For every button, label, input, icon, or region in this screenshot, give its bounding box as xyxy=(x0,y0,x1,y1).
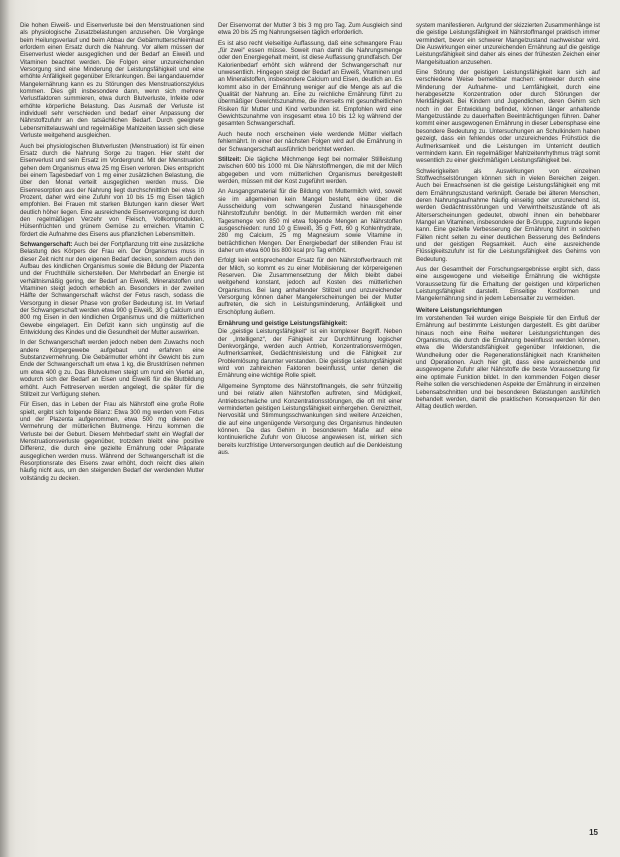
paragraph-text: Im vorstehenden Teil wurden einige Beispiele für den Einfluß der Ernährung auf bestimmte Leistungen dargestellt. Es gibt darüber hinaus noch eine Reihe weiterer Leistungsrichtungen des Organismus, die durch die Ernährung beeinflusst werden können, etwa die Widerstandsfähigkeit gegenüber Infektionen, die Wundheilung oder die Regenerationsfähigkeit nach Krankheiten und Operationen. Auch hier gilt, dass eine ausreichende und ausgewogene Zufuhr aller Nährstoffe die beste Voraussetzung für eine optimale Funktion bildet. In den kommenden Folgen dieser Reihe sollen die verschiedenen Aspekte der Ernährung in einzelnen Lebensabschnitten und bei besonderen Belastungen ausführlich behandelt werden, damit die praktischen Konsequenzen für den Alltag deutlich werden. xyxy=(416,315,600,411)
page-gutter-shadow xyxy=(0,0,10,857)
paragraph-text: system manifestieren. Aufgrund der skizzierten Zusammenhänge ist die geistige Leistungsfähigkeit im Nährstoffmangel praktisch immer vermindert, bevor ein schwerer Mangelzustand nachweisbar wird. Die Auswirkungen einer unzureichenden Ernährung auf die geistige Leistungsfähigkeit sind daher als eines der frühesten Zeichen einer Mangelsituation anzusehen. xyxy=(416,22,600,66)
paragraph xyxy=(20,22,204,140)
paragraph-lead: Schwangerschaft: xyxy=(20,240,73,248)
paragraph xyxy=(20,401,204,482)
paragraph xyxy=(20,143,204,238)
section-heading: Ernährung und geistige Leistungsfähigkeit: xyxy=(218,320,348,328)
paragraph xyxy=(218,22,402,37)
paragraph-text: An Ausgangsmaterial für die Bildung von Muttermilch wird, soweit sie im allgemeinen kein Mangel besteht, eine über die Ausscheidung vom schwangeren Zustand hinausgehende Nährstoffzufuhr benötigt. In der Muttermilch werden mit einer Tagesmenge von 850 ml etwa folgende Mengen an Nährstoffen ausgeschieden: rund 10 g Eiweiß, 35 g Fett, 60 g Kohlenhydrate, 280 mg Calcium, 25 mg Magnesium sowie Vitamine in beträchtlichen Mengen. Der Energiebedarf der stillenden Frau ist daher um etwa 600 bis 800 kcal pro Tag erhöht. xyxy=(218,188,402,254)
paragraph-text: Aus der Gesamtheit der Forschungsergebnisse ergibt sich, dass eine ausgewogene und vielseitige Ernährung die wichtigste Voraussetzung für die Erhaltung der geistigen und körperlichen Leistungsfähigkeit darstellt. Einseitige Kostformen und Mangelernährung sind in jedem Lebensalter zu vermeiden. xyxy=(416,266,600,303)
page-number: 15 xyxy=(589,828,598,837)
paragraph-text: Auch bei der Fortpflanzung tritt eine zusätzliche Belastung des Körpers der Frau ein. Der Organismus muss in dieser Zeit nicht nur den eigenen Bedarf decken, sondern auch den Aufbau des kindlichen Organismus sowie die Bildung der Plazenta und der Fruchthülle sicherstellen. Der Mehrbedarf an Energie ist verhältnismäßig gering, der Bedarf an Eiweiß, Mineralstoffen und Vitaminen steigt jedoch erheblich an. Besonders in der zweiten Hälfte der Schwangerschaft wächst der Fetus rasch, sodass die Versorgung in dieser Phase von großer Bedeutung ist. Im Verlauf der Schwangerschaft werden etwa 900 g Eiweiß, 30 g Calcium und 800 mg Eisen in den kindlichen Organismus und die mütterlichen Gewebe eingelagert. Ein Defizit kann sich ungünstig auf die Entwicklung des Kindes und die Gesundheit der Mutter auswirken. xyxy=(20,240,204,337)
paragraph-text: Der Eisenvorrat der Mutter 3 bis 3 mg pro Tag. Zum Ausgleich sind etwa 20 bis 25 mg Nahrungseisen täglich erforderlich. xyxy=(218,22,402,37)
paragraph xyxy=(218,257,402,316)
paragraph-text: Auch heute noch erscheinen viele werdende Mütter vielfach fehlernährt. In einer der nächsten Folgen wird auf die Ernährung in der Schwangerschaft ausführlich berichtet werden. xyxy=(218,130,402,153)
paragraph-text: Die „geistige Leistungsfähigkeit“ ist ein komplexer Begriff. Neben der „Intelligenz“, der Fähigkeit zur Durchführung logischer Denkvorgänge, werden auch Antrieb, Konzentrationsvermögen, Aufmerksamkeit, Gedächtnisleistung und die Fähigkeit zur Problemlösung darunter verstanden. Die geistige Leistungsfähigkeit wird von zahlreichen Faktoren beeinflusst, unter denen die Ernährung eine wichtige Rolle spielt. xyxy=(218,328,402,380)
paragraph xyxy=(416,168,600,263)
paragraph-text: Eine Störung der geistigen Leistungsfähigkeit kann sich auf verschiedene Weise bemerkbar machen: entweder durch eine Minderung der Aufnahme- und Lernfähigkeit, durch eine herabgesetzte Konzentration oder durch Störungen der Merkfähigkeit. Bei Kindern und Jugendlichen, deren Gehirn sich noch in der Entwicklung befindet, können länger anhaltende Mangelzustände zu dauerhaften Beeinträchtigungen führen. Daher kommt einer ausgewogenen Ernährung in dieser Lebensphase eine besondere Bedeutung zu. Untersuchungen an Schulkindern haben gezeigt, dass ein fehlendes oder unzureichendes Frühstück die Aufmerksamkeit und die Leistungen im Unterricht deutlich vermindern kann. Ein regelmäßiger Mahlzeitenrhythmus trägt somit wesentlich zu einer gleichmäßigen Leistungsfähigkeit bei. xyxy=(416,69,600,165)
paragraph-text: Die tägliche Milchmenge liegt bei normaler Stillleistung zwischen 600 bis 1000 ml. Die Nährstoffmengen, die mit der Milch abgegeben und vom mütterlichen Organismus bereitgestellt werden, müssen mit der Kost zugeführt werden. xyxy=(218,155,402,185)
paragraph-text: Die hohen Eiweiß- und Eisenverluste bei den Menstruationen sind als physiologische Zusatzbelastungen anzusehen. Die Vorgänge beim Heilungsverlauf und beim Abbau der Gebärmutterschleimhaut erfordern einen Ersatz durch die Nahrung. Vor allem müssen der Eisenverlust wieder ausgeglichen und der Bedarf an Eiweiß und Vitaminen beachtet werden. Die Folgen einer unzureichenden Versorgung sind eine Minderung der Leistungsfähigkeit und eine erhöhte Anfälligkeit gegenüber Erkrankungen. Bei langandauernder Mangelernährung kann es zu Störungen des Menstruationszyklus kommen. Dies gilt insbesondere dann, wenn sich mehrere Verlustfaktoren summieren, etwa durch Blutverluste, Infekte oder erhöhte körperliche Belastung. Das Ausmaß der Verluste ist individuell sehr verschieden und bedarf einer Anpassung der Nährstoffzufuhr an den tatsächlichen Bedarf. Durch geeignete Lebensmittelauswahl und regelmäßige Mahlzeiten lassen sich diese Verluste weitgehend ausgleichen. xyxy=(20,22,204,140)
paragraph-text: Auch bei physiologischen Blutverlusten (Menstruation) ist für einen Ersatz durch die Nahrung Sorge zu tragen. Hier steht der Eisenverlust und sein Ersatz im Vordergrund. Mit der Menstruation gehen dem Organismus etwa 25 mg Eisen verloren. Dies entspricht bei einem Tagesbedarf von 1 mg einer zusätzlichen Belastung, die über den Monat verteilt ausgeglichen werden muss. Die Eisenresorption aus der Nahrung liegt durchschnittlich bei etwa 10 Prozent, daher wird eine Zufuhr von 10 bis 15 mg Eisen täglich empfohlen. Bei Frauen mit starken Blutungen kann dieser Wert deutlich höher liegen. Eine ausreichende Eisenversorgung ist durch den regelmäßigen Verzehr von Fleisch, Vollkornprodukten, Hülsenfrüchten und grünem Gemüse zu erreichen. Vitamin C fördert die Aufnahme des Eisens aus pflanzlichen Lebensmitteln. xyxy=(20,142,204,238)
paragraph xyxy=(218,40,402,128)
paragraph xyxy=(416,69,600,164)
paragraph xyxy=(218,131,402,153)
paragraph-text: Erfolgt kein entsprechender Ersatz für den Nährstoffverbrauch mit der Milch, so kommt es zu einer Mobilisierung der körpereigenen Reserven. Die Zusammensetzung der Milch bleibt dabei weitgehend konstant, jedoch auf Kosten des mütterlichen Organismus. Bei lang anhaltender Stillzeit und unzureichender Versorgung können daher Mangelerscheinungen bei der Mutter auftreten, die sich in Leistungsminderung, Anfälligkeit und Erschöpfung äußern. xyxy=(218,257,402,316)
paragraph xyxy=(218,328,402,379)
column-right xyxy=(416,22,600,822)
column-left xyxy=(20,22,204,822)
paragraph-text: Für Eisen, das in Leben der Frau als Nährstoff eine große Rolle spielt, ergibt sich folgende Bilanz: Etwa 300 mg werden vom Fetus und der Plazenta aufgenommen, etwa 500 mg dienen der Vermehrung der mütterlichen Blutmenge. Hinzu kommen die Verluste bei der Geburt. Diesem Mehrbedarf steht ein Wegfall der Menstruationsverluste gegenüber, trotzdem bleibt eine positive Differenz, die durch eine gezielte Ernährung oder Präparate ausgeglichen werden muss. Während der Schwangerschaft ist die Resorptionsrate des Eisens zwar erhöht, doch reicht dies allein häufig nicht aus, um den steigenden Bedarf der werdenden Mutter vollständig zu decken. xyxy=(20,401,204,482)
paragraph-lead: Stillzeit: xyxy=(218,155,242,163)
text-columns xyxy=(20,22,600,822)
paragraph xyxy=(218,188,402,254)
paragraph-text: Schwierigkeiten als Auswirkungen von einzelnen Stoffwechselstörungen können sich in vielen Bereichen zeigen. Auch bei Erwachsenen ist die geistige Leistungsfähigkeit eng mit dem Ernährungszustand verknüpft. Gerade bei älteren Menschen, deren Nahrungsaufnahme häufig einseitig oder unzureichend ist, werden Gedächtnisstörungen und Verwirrtheitszustände oft als Alterserscheinungen gedeutet, obwohl ihnen ein behebbarer Mangel an Vitaminen, insbesondere der B-Gruppe, zugrunde liegen kann. Eine gezielte Verbesserung der Ernährung führt in solchen Fällen nicht selten zu einer deutlichen Besserung des Befindens und der geistigen Regsamkeit. Auch eine ausreichende Flüssigkeitszufuhr ist für die Leistungsfähigkeit des Gehirns von Bedeutung. xyxy=(416,167,600,263)
paragraph-text: In der Schwangerschaft werden jedoch neben dem Zuwachs noch andere Körpergewebe aufgebaut und erfahren eine Substanzvermehrung. Die Gebärmutter erhöht ihr Gewicht bis zum Ende der Schwangerschaft um etwa 1 kg, die Brustdrüsen nehmen um etwa 400 g zu. Das Blutvolumen steigt um rund ein Viertel an, wodurch sich der Bedarf an Eisen und Eiweiß für die Blutbildung erhöht. Auch Fettreserven werden angelegt, die später für die Stillzeit zur Verfügung stehen. xyxy=(20,339,204,398)
column-middle xyxy=(218,22,402,822)
paragraph xyxy=(20,241,204,336)
paragraph xyxy=(416,266,600,303)
paragraph xyxy=(218,383,402,456)
paragraph xyxy=(218,156,402,185)
paragraph xyxy=(416,22,600,66)
section-heading: Weitere Leistungsrichtungen xyxy=(416,306,503,314)
paragraph xyxy=(20,339,204,398)
paragraph-text: Allgemeine Symptome des Nährstoffmangels, die sehr frühzeitig und bei relativ allen Nährstoffen auftreten, sind Müdigkeit, Antriebsschwäche und Konzentrationsstörungen, die oft mit einer verminderten geistigen Leistungsfähigkeit einhergehen. Gereiztheit, Nervosität und Stimmungsschwankungen sind weitere Anzeichen, die auf eine ungenügende Versorgung des Organismus hindeuten können. Da das Gehirn in besonderem Maße auf eine kontinuierliche Zufuhr von Glucose angewiesen ist, wirken sich bereits kurzfristige Unterversorgungen deutlich auf die Denkleistung aus. xyxy=(218,382,402,456)
paragraph-text: Es ist also recht vielseitige Auffassung, daß eine schwangere Frau „für zwei“ essen müsse. Soweit man damit die Nahrungsmenge oder den Energiegehalt meint, ist diese Auffassung grundfalsch. Der Kalorienbedarf erhöht sich während der Schwangerschaft nur unwesentlich. Hingegen steigt der Bedarf an Eiweiß, Vitaminen und an Mineralstoffen, insbesondere Calcium und Eisen, deutlich an. Es kommt also in der Ernährung weniger auf die Menge als auf die Qualität der Nahrung an. Eine zu reichliche Ernährung führt zu übermäßiger Gewichtszunahme, die ihrerseits mit gesundheitlichen Risiken für Mutter und Kind verbunden ist. Empfohlen wird eine Gewichtszunahme von insgesamt etwa 10 bis 12 kg während der gesamten Schwangerschaft. xyxy=(218,39,402,128)
paragraph xyxy=(416,315,600,410)
